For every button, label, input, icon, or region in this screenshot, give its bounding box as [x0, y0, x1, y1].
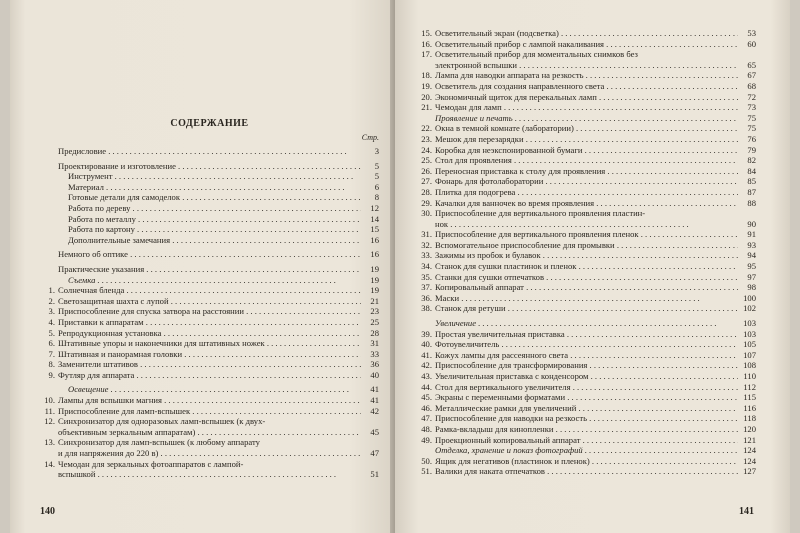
toc-entry-number: 47. [421, 413, 432, 424]
toc-entry-page: 100 [743, 292, 756, 303]
toc-entry-page: 8 [374, 192, 379, 203]
toc-entry-page: 75 [747, 123, 756, 134]
toc-entry-title: Осветительный прибор с лампой накаливания . . . [435, 39, 738, 50]
toc-entry-title: нок . . . [435, 219, 738, 230]
toc-entry-page: 45 [370, 426, 379, 437]
toc-entry-title: Заменители штативов . . . [58, 359, 361, 370]
toc-entry-title: Стол для проявления . . . [435, 155, 738, 166]
toc-entry-title: Увеличение . . . [435, 318, 738, 329]
toc-entry-page: 98 [747, 282, 756, 293]
toc-entry [40, 171, 379, 182]
toc-entry-title: Качалки для ванночек во время проявления . . . [435, 198, 738, 209]
toc-entry [417, 282, 756, 293]
toc-entry [40, 224, 379, 235]
toc-entry-number: 35. [421, 271, 432, 282]
toc-entry [417, 466, 756, 477]
toc-entry-page: 60 [747, 38, 756, 49]
toc-entry-number: 10. [44, 395, 55, 406]
toc-entry-title: Освещение . . . [68, 384, 361, 395]
toc-entry [40, 328, 379, 339]
toc-entry-title: Работа по картону . . . [68, 224, 361, 235]
toc-entry-title: Фотоувеличитель . . . [435, 339, 738, 350]
toc-entry [417, 360, 756, 371]
toc-entry [417, 435, 756, 446]
toc-entry [417, 145, 756, 156]
toc-entry-title: Ящик для негативов (пластинок и пленок) . . . [435, 456, 738, 467]
toc-entry-page: 41 [370, 395, 379, 406]
toc-entry [40, 285, 379, 296]
toc-entry [417, 187, 756, 198]
toc-entry-title: Кожух лампы для рассеянного света . . . [435, 350, 738, 361]
toc-entry [40, 406, 379, 417]
toc-entry [417, 403, 756, 414]
toc-entry [40, 437, 379, 448]
toc-entry [417, 261, 756, 272]
toc-entry [417, 113, 756, 124]
toc-entry [40, 416, 379, 427]
toc-entry-title: Светозащитная шахта с лупой . . . [58, 296, 361, 307]
toc-entry-page: 75 [747, 112, 756, 123]
toc-entry [417, 318, 756, 329]
toc-entry-title: Проявление и печать . . . [435, 113, 738, 124]
toc-entry-page: 33 [370, 348, 379, 359]
toc-entry-number: 26. [421, 165, 432, 176]
toc-entry-title: Осветитель для создания направленного света . . . [435, 81, 738, 92]
toc-entry [40, 459, 379, 470]
toc-entry-title: Экономичный щиток для перекальных ламп . . . [435, 92, 738, 103]
toc-entry-page: 82 [747, 155, 756, 166]
toc-entry-number: 18. [421, 70, 432, 81]
toc-entry [40, 264, 379, 275]
toc-entry [417, 392, 756, 403]
toc-entry-title: Приспособление для спуска затвора на расстоянии . . . [58, 306, 361, 317]
toc-entry [40, 370, 379, 381]
toc-entry-title: Солнечная бленда . . . [58, 285, 361, 296]
toc-entry [40, 214, 379, 225]
toc-entry-page: 76 [747, 133, 756, 144]
toc-entry-page: 110 [743, 371, 756, 381]
toc-entry-title: Приспособление для ламп-вспышек . . . [58, 406, 361, 417]
toc-entry-title: Синхронизатор для одноразовых ламп-вспышек (к двух- [58, 416, 266, 427]
toc-entry-title: Инструмент . . . [68, 171, 361, 182]
toc-entry-number: 28. [421, 186, 432, 197]
toc-entry-page: 118 [743, 413, 756, 424]
toc-entry-number: 1. [48, 285, 55, 296]
page-number-right: 141 [739, 506, 754, 517]
toc-entry-page: 124 [743, 445, 756, 456]
toc-entry-title: Станки для сушки отпечатков . . . [435, 272, 738, 283]
toc-entry-number: 30. [421, 208, 432, 219]
toc-entry-page: 124 [743, 455, 756, 466]
toc-entry-title: Немного об оптике . . . [58, 249, 361, 260]
toc-entry-page: 40 [370, 369, 379, 380]
toc-entry-page: 16 [370, 234, 379, 245]
toc-entry-title: электронной вспышки . . . [435, 60, 738, 71]
page-number-left: 140 [40, 506, 55, 517]
toc-entry [417, 339, 756, 350]
toc-entry-title: Станок для сушки пластинок и пленок . . . [435, 261, 738, 272]
toc-entry [40, 384, 379, 395]
toc-entry-page: 28 [370, 327, 379, 338]
toc-entry-number: 38. [421, 303, 432, 314]
toc-entry-page: 97 [747, 271, 756, 282]
toc-entry [40, 448, 379, 459]
toc-entry-title: Фонарь для фотолаборатории . . . [435, 176, 738, 187]
toc-entry-title: Работа по металлу . . . [68, 214, 361, 225]
toc-entry-number: 22. [421, 123, 432, 134]
toc-entry-number: 34. [421, 261, 432, 272]
toc-entry-title: Стол для вертикального увеличителя . . . [435, 382, 738, 393]
toc-entry [40, 249, 379, 260]
toc-entry [417, 272, 756, 283]
toc-entry-page: 68 [747, 80, 756, 91]
toc-entry [417, 371, 756, 382]
toc-entry-page: 21 [370, 295, 379, 306]
toc-entry-page: 116 [743, 402, 756, 413]
left-page [10, 0, 395, 533]
toc-entry-page: 105 [743, 339, 756, 350]
toc-entry-page: 3 [374, 146, 379, 156]
toc-list-left [40, 146, 379, 480]
toc-entry-page: 19 [370, 274, 379, 285]
toc-entry-title: Приспособление для вертикального проявления пластин- [435, 208, 646, 219]
toc-entry-title: Футляр для аппарата . . . [58, 370, 361, 381]
toc-entry-page: 91 [747, 229, 756, 240]
toc-entry [40, 469, 379, 480]
toc-entry-number: 9. [48, 369, 55, 380]
toc-entry-page: 12 [370, 202, 379, 213]
toc-entry-number: 14. [44, 458, 55, 469]
toc-entry-page: 87 [747, 186, 756, 197]
toc-entry-number: 2. [48, 295, 55, 306]
toc-entry-number: 23. [421, 133, 432, 144]
toc-entry-page: 23 [370, 306, 379, 317]
toc-entry [417, 81, 756, 92]
toc-entry-title: Металлические рамки для увеличений . . . [435, 403, 738, 414]
toc-entry-number: 16. [421, 38, 432, 49]
toc-entry-page: 72 [747, 91, 756, 102]
toc-entry [40, 359, 379, 370]
toc-entry [417, 70, 756, 81]
toc-entry-title: Штативная и панорамная головки . . . [58, 349, 361, 360]
toc-entry [417, 382, 756, 393]
toc-entry [417, 208, 756, 219]
toc-entry-page: 5 [374, 160, 379, 171]
toc-entry [417, 123, 756, 134]
toc-entry-number: 11. [44, 405, 55, 416]
toc-entry-page: 73 [747, 102, 756, 113]
toc-entry [40, 427, 379, 438]
toc-entry-title: Увеличительная приставка с конденсором . . . [435, 371, 738, 382]
toc-entry-number: 21. [421, 102, 432, 113]
toc-entry-number: 41. [421, 349, 432, 360]
toc-entry-number: 40. [421, 339, 432, 350]
toc-entry-page: 103 [743, 318, 756, 329]
toc-entry [40, 192, 379, 203]
page-column-label: Стр. [361, 133, 379, 142]
toc-entry-number: 25. [421, 155, 432, 166]
toc-entry [40, 317, 379, 328]
toc-list-right [417, 28, 756, 477]
toc-entry-page: 88 [747, 197, 756, 208]
toc-entry [417, 424, 756, 435]
toc-entry [40, 235, 379, 246]
toc-entry [417, 49, 756, 60]
toc-entry-page: 19 [370, 285, 379, 296]
toc-entry-title: Рамка-вкладыш для кинопленки . . . [435, 424, 738, 435]
toc-entry-page: 102 [743, 303, 756, 314]
toc-entry-number: 48. [421, 423, 432, 434]
toc-entry-number: 3. [48, 306, 55, 317]
toc-entry-title: Приспособление для наводки на резкость . . . [435, 413, 738, 424]
toc-entry-number: 8. [48, 359, 55, 370]
toc-entry [40, 338, 379, 349]
toc-entry [40, 306, 379, 317]
toc-entry-number: 19. [421, 80, 432, 91]
toc-entry-page: 15 [370, 224, 379, 235]
toc-entry-number: 20. [421, 91, 432, 102]
toc-entry-title: Материал . . . [68, 182, 361, 193]
toc-entry-page: 103 [743, 328, 756, 339]
toc-entry-title: вспышкой . . . [58, 469, 361, 480]
toc-entry [40, 296, 379, 307]
toc-entry-page: 53 [747, 28, 756, 38]
toc-entry-number: 51. [421, 466, 432, 477]
toc-entry-number: 6. [48, 338, 55, 349]
toc-entry [40, 161, 379, 172]
toc-entry-page: 84 [747, 165, 756, 176]
toc-entry-page: 5 [374, 171, 379, 182]
toc-entry [417, 303, 756, 314]
toc-entry-title: Чемодан для ламп . . . [435, 102, 738, 113]
toc-entry-number: 43. [421, 371, 432, 381]
toc-entry [417, 413, 756, 424]
toc-entry [40, 203, 379, 214]
toc-entry-title: Чемодан для зеркальных фотоаппаратов с лампой- [58, 458, 244, 469]
toc-entry-number: 42. [421, 360, 432, 371]
toc-entry-number: 37. [421, 282, 432, 293]
toc-entry-number: 50. [421, 455, 432, 466]
toc-entry [417, 456, 756, 467]
toc-entry-number: 13. [44, 437, 55, 448]
toc-entry-title: Работа по дереву . . . [68, 203, 361, 214]
toc-entry-title: Проектирование и изготовление . . . [58, 161, 361, 172]
toc-entry-title: Маски . . . [435, 293, 738, 304]
toc-entry-title: Окна в темной комнате (лаборатории) . . . [435, 123, 738, 134]
toc-entry-title: Съемка . . . [68, 275, 361, 286]
toc-entry-page: 79 [747, 144, 756, 155]
toc-entry-page: 14 [370, 213, 379, 224]
toc-entry-page: 25 [370, 316, 379, 327]
toc-entry-number: 31. [421, 229, 432, 240]
toc-entry-title: Приставки к аппаратам . . . [58, 317, 361, 328]
toc-entry-page: 127 [743, 466, 756, 477]
toc-entry [417, 219, 756, 230]
toc-entry-number: 44. [421, 381, 432, 392]
toc-entry [417, 60, 756, 71]
toc-entry-number: 39. [421, 328, 432, 339]
toc-entry-number: 32. [421, 239, 432, 250]
toc-entry-title: Лампы для вспышки магния . . . [58, 395, 361, 406]
toc-entry-title: Осветительный прибор для моментальных снимков без [435, 49, 638, 60]
toc-entry [40, 182, 379, 193]
toc-entry-title: Практические указания . . . [58, 264, 361, 275]
toc-entry-title: Мешок для перезарядки . . . [435, 134, 738, 145]
toc-entry [417, 39, 756, 50]
toc-entry-page: 6 [374, 181, 379, 192]
toc-entry-page: 42 [370, 405, 379, 416]
toc-entry [417, 240, 756, 251]
toc-entry-title: Приспособление для трансформирования . . . [435, 360, 738, 371]
toc-entry-title: Валики для наката отпечатков . . . [435, 466, 738, 477]
toc-entry-number: 46. [421, 402, 432, 413]
toc-entry-title: Отделка, хранение и показ фотографий . . . [435, 445, 738, 456]
toc-entry-page: 115 [743, 392, 756, 403]
toc-entry-number: 4. [48, 316, 55, 327]
toc-entry-page: 51 [370, 469, 379, 480]
toc-entry-title: Переносная приставка к столу для проявления . . . [435, 166, 738, 177]
toc-entry-title: Зажимы из пробок и булавок . . . [435, 250, 738, 261]
toc-entry-title: Копировальный аппарат . . . [435, 282, 738, 293]
toc-entry [417, 92, 756, 103]
toc-entry-page: 108 [743, 360, 756, 371]
toc-entry-number: 49. [421, 434, 432, 445]
toc-entry-number: 36. [421, 292, 432, 303]
toc-entry-page: 107 [743, 349, 756, 360]
toc-entry-page: 31 [370, 338, 379, 349]
toc-entry-number: 15. [421, 28, 432, 38]
toc-entry-title: Дополнительные замечания . . . [68, 235, 361, 246]
toc-entry-number: 12. [44, 416, 55, 427]
toc-entry [417, 350, 756, 361]
toc-entry-title: объективным зеркальным аппаратам) . . . [58, 427, 361, 438]
toc-entry-page: 93 [747, 239, 756, 250]
toc-entry-title: Проекционный копировальный аппарат . . . [435, 435, 738, 446]
toc-entry-title: Станок для ретуши . . . [435, 303, 738, 314]
toc-entry [40, 275, 379, 286]
toc-entry-page: 120 [743, 423, 756, 434]
toc-entry-title: Синхронизатор для ламп-вспышек (к любому аппарату [58, 437, 260, 448]
toc-entry [417, 166, 756, 177]
toc-entry-page: 121 [743, 434, 756, 445]
toc-entry-page: 85 [747, 176, 756, 187]
toc-entry-page: 112 [743, 381, 756, 392]
toc-entry-page: 16 [370, 249, 379, 260]
toc-entry [417, 102, 756, 113]
toc-entry-title: Плитка для подогрева . . . [435, 187, 738, 198]
toc-entry [417, 155, 756, 166]
toc-entry-number: 24. [421, 144, 432, 155]
toc-entry-number: 17. [421, 49, 432, 60]
toc-entry-title: Штативные упоры и наконечники для штативных ножек . . . [58, 338, 361, 349]
toc-entry-number: 29. [421, 197, 432, 208]
toc-entry-page: 47 [370, 448, 379, 459]
toc-entry [40, 146, 379, 157]
toc-entry-title: Вспомогательное приспособление для промывки . . . [435, 240, 738, 251]
toc-entry-page: 95 [747, 261, 756, 272]
toc-entry-number: 45. [421, 392, 432, 403]
toc-entry-number: 5. [48, 327, 55, 338]
toc-entry-number: 7. [48, 348, 55, 359]
toc-entry [417, 28, 756, 39]
toc-entry-title: Лампа для наводки аппарата на резкость . . . [435, 70, 738, 81]
toc-entry [417, 134, 756, 145]
toc-entry [417, 445, 756, 456]
toc-entry [417, 229, 756, 240]
toc-entry [417, 293, 756, 304]
toc-entry-page: 94 [747, 250, 756, 261]
toc-entry-page: 67 [747, 70, 756, 81]
toc-entry [417, 329, 756, 340]
toc-entry-title: Простая увеличительная приставка . . . [435, 329, 738, 340]
toc-entry-title: Приспособление для вертикального проявления пленок . . . [435, 229, 738, 240]
toc-entry [417, 198, 756, 209]
toc-entry [40, 349, 379, 360]
toc-entry-page: 65 [747, 59, 756, 70]
toc-entry-title: Экраны с переменными форматами . . . [435, 392, 738, 403]
toc-entry-page: 36 [370, 359, 379, 370]
toc-entry-title: Репродукционная установка . . . [58, 328, 361, 339]
toc-entry [417, 176, 756, 187]
toc-entry-page: 90 [747, 218, 756, 229]
toc-entry [417, 250, 756, 261]
toc-entry-title: Предисловие . . . [58, 146, 361, 157]
right-page [395, 0, 790, 533]
toc-entry-title: Готовые детали для самоделок . . . [68, 192, 361, 203]
toc-entry-page: 41 [370, 384, 379, 395]
toc-entry-title: и для напряжения до 220 в) . . . [58, 448, 361, 459]
page-title: СОДЕРЖАНИЕ [170, 118, 249, 129]
toc-entry-title: Осветительный экран (подсветка) . . . [435, 28, 738, 39]
toc-entry [40, 395, 379, 406]
toc-entry-number: 27. [421, 176, 432, 187]
toc-entry-title: Коробка для неэкспонированной бумаги . . . [435, 145, 738, 156]
toc-entry-page: 19 [370, 263, 379, 274]
toc-entry-number: 33. [421, 250, 432, 261]
